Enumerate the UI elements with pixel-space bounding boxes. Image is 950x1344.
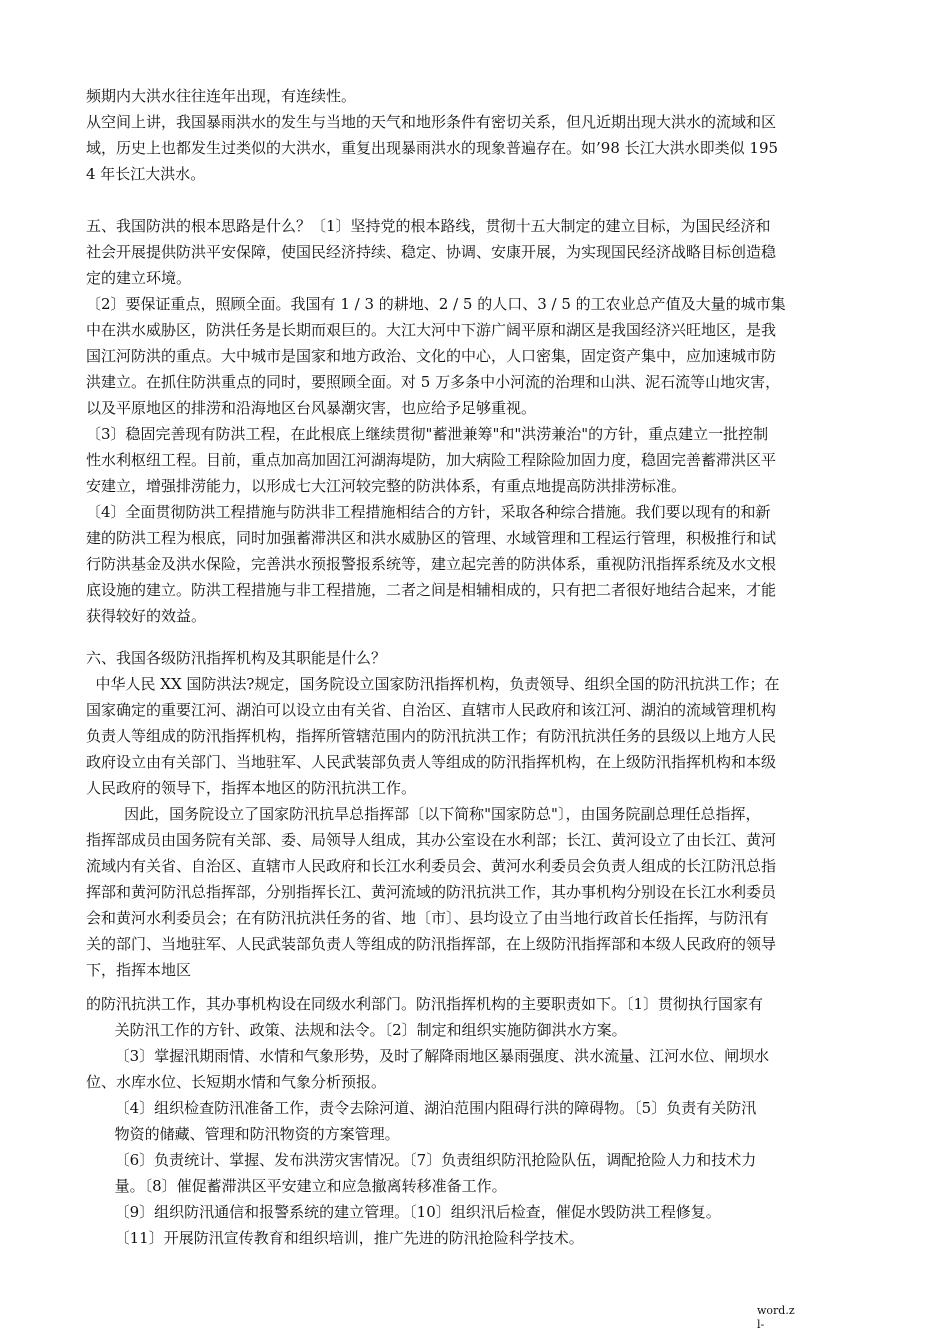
text-line: 性水利枢纽工程。目前，重点加高加固江河湖海堤防，加大病险工程除险加固力度，稳固完善蓄滞洪区平 [86, 451, 777, 469]
text-line: 〔9〕组织防汛通信和报警系统的建立管理。〔10〕组织汛后检查，催促水毁防洪工程修复。 [86, 1203, 721, 1221]
text-line: 物资的储藏、管理和防汛物资的方案管理。 [86, 1125, 400, 1143]
text-line: 中在洪水威胁区，防洪任务是长期而艰巨的。大江大河中下游广阔平原和湖区是我国经济兴旺地区，是我 [86, 321, 777, 339]
text-line: 〔11〕开展防汛宣传教育和组织培训，推广先进的防汛抢险科学技术。 [86, 1229, 584, 1247]
text-line: 关的部门、当地驻军、人民武装部负责人等组成的防汛指挥部，在上级防汛指挥部和本级人民政府的领导 [86, 935, 777, 953]
text-line: 位、水库水位、长短期水情和气象分析预报。 [86, 1073, 387, 1091]
text-line: 中华人民 XX 国防洪法?规定，国务院设立国家防汛指挥机构，负责领导、组织全国的防汛抗洪工作；在 [86, 675, 780, 693]
text-line: 量。〔8〕催促蓄滞洪区平安建立和应急撤离转移准备工作。 [86, 1177, 507, 1195]
text-line: 国家确定的重要江河、湖泊可以设立由有关省、自治区、直辖市人民政府和该江河、湖泊的流域管理机构 [86, 701, 777, 719]
text-line: 六、我国各级防汛指挥机构及其职能是什么？ [86, 649, 387, 667]
footer-watermark-line2: l- [757, 1318, 765, 1331]
text-line: 〔2〕要保证重点，照顾全面。我国有 1 / 3 的耕地、2 / 5 的人口、3 / 5 的工农业总产值及大量的城市集 [86, 295, 786, 313]
footer-watermark-line1: word.z [757, 1304, 795, 1317]
text-line: 〔6〕负责统计、掌握、发布洪涝灾害情况。〔7〕负责组织防汛抢险队伍，调配抢险人力和技术力 [86, 1151, 757, 1169]
text-line: 政府设立由有关部门、当地驻军、人民武装部负责人等组成的防汛指挥机构，在上级防汛指挥机构和本级 [86, 753, 777, 771]
text-line: 会和黄河水利委员会；在有防汛抗洪任务的省、地〔市〕、县均设立了由当地行政首长任指挥，与防汛有 [86, 909, 769, 927]
text-line: 挥部和黄河防汛总指挥部，分别指挥长江、黄河流域的防汛抗洪工作，其办事机构分别设在长江水利委员 [86, 883, 777, 901]
text-line: 下，指挥本地区 [86, 961, 192, 979]
text-line: 行防洪基金及洪水保险，完善洪水预报警报系统等，建立起完善的防洪体系，重视防汛指挥系统及水文根 [86, 555, 777, 573]
text-line: 关防汛工作的方针、政策、法规和法令。〔2〕制定和组织实施防御洪水方案。 [86, 1021, 627, 1039]
text-line: 五、我国防洪的根本思路是什么？〔1〕坚持党的根本路线，贯彻十五大制定的建立目标，为国民经济和 [86, 217, 771, 235]
text-line: 流域内有关省、自治区、直辖市人民政府和长江水利委员会、黄河水利委员会负责人组成的长江防汛总指 [86, 857, 777, 875]
text-line: 指挥部成员由国务院有关部、委、局领导人组成，其办公室设在水利部；长江、黄河设立了由长江、黄河 [86, 831, 777, 849]
text-line: 国江河防洪的重点。大中城市是国家和地方政治、文化的中心，人口密集，固定资产集中，应加速城市防 [86, 347, 777, 365]
text-line: 社会开展提供防洪平安保障，使国民经济持续、稳定、协调、安康开展，为实现国民经济战略目标创造稳 [86, 243, 777, 261]
text-line: 从空间上讲，我国暴雨洪水的发生与当地的天气和地形条件有密切关系，但凡近期出现大洪水的流域和区 [86, 113, 777, 131]
text-line: 负责人等组成的防汛指挥机构，指挥所管辖范围内的防汛抗洪工作；有防汛抗洪任务的县级以上地方人民 [86, 727, 777, 745]
text-line: 以及平原地区的排涝和沿海地区台风暴潮灾害，也应给予足够重视。 [86, 399, 537, 417]
text-line: 4 年长江大洪水。 [86, 165, 206, 183]
text-line: 〔3〕稳固完善现有防洪工程，在此根底上继续贯彻"蓄泄兼筹"和"洪涝兼治"的方针，重点建立一批控制 [86, 425, 769, 443]
text-line: 安建立，增强排涝能力，以形成七大江河较完整的防洪体系，有重点地提高防洪排涝标准。 [86, 477, 687, 495]
text-line: 域，历史上也都发生过类似的大洪水，重复出现暴雨洪水的现象普遍存在。如’98 长江大洪水即类似 195 [86, 139, 779, 157]
text-line: 因此，国务院设立了国家防汛抗旱总指挥部〔以下简称"国家防总"〕，由国务院副总理任总指挥， [86, 805, 761, 823]
text-line: 人民政府的领导下，指挥本地区的防汛抗洪工作。 [86, 779, 417, 797]
text-line: 〔4〕组织检查防汛准备工作，责令去除河道、湖泊范围内阻碍行洪的障碍物。〔5〕负责有关防汛 [86, 1099, 757, 1117]
text-line: 〔4〕全面贯彻防洪工程措施与防洪非工程措施相结合的方针，采取各种综合措施。我们要以现有的和新 [86, 503, 771, 521]
text-line: 的防汛抗洪工作，其办事机构设在同级水利部门。防汛指挥机构的主要职责如下。〔1〕贯彻执行国家有 [86, 995, 764, 1013]
text-line: 洪建立。在抓住防洪重点的同时，要照顾全面。对 5 万多条中小河流的治理和山洪、泥石流等山地灾害， [86, 373, 781, 391]
text-line: 频期内大洪水往往连年出现，有连续性。 [86, 87, 357, 105]
text-line: 底设施的建立。防洪工程措施与非工程措施，二者之间是相辅相成的，只有把二者很好地结合起来，才能 [86, 581, 777, 599]
text-line: 获得较好的效益。 [86, 607, 207, 625]
text-line: 〔3〕掌握汛期雨情、水情和气象形势，及时了解降雨地区暴雨强度、洪水流量、江河水位、闸坝水 [86, 1047, 770, 1065]
text-line: 建的防洪工程为根底，同时加强蓄滞洪区和洪水威胁区的管理、水域管理和工程运行管理，积极推行和试 [86, 529, 777, 547]
text-line: 定的建立环境。 [86, 269, 192, 287]
